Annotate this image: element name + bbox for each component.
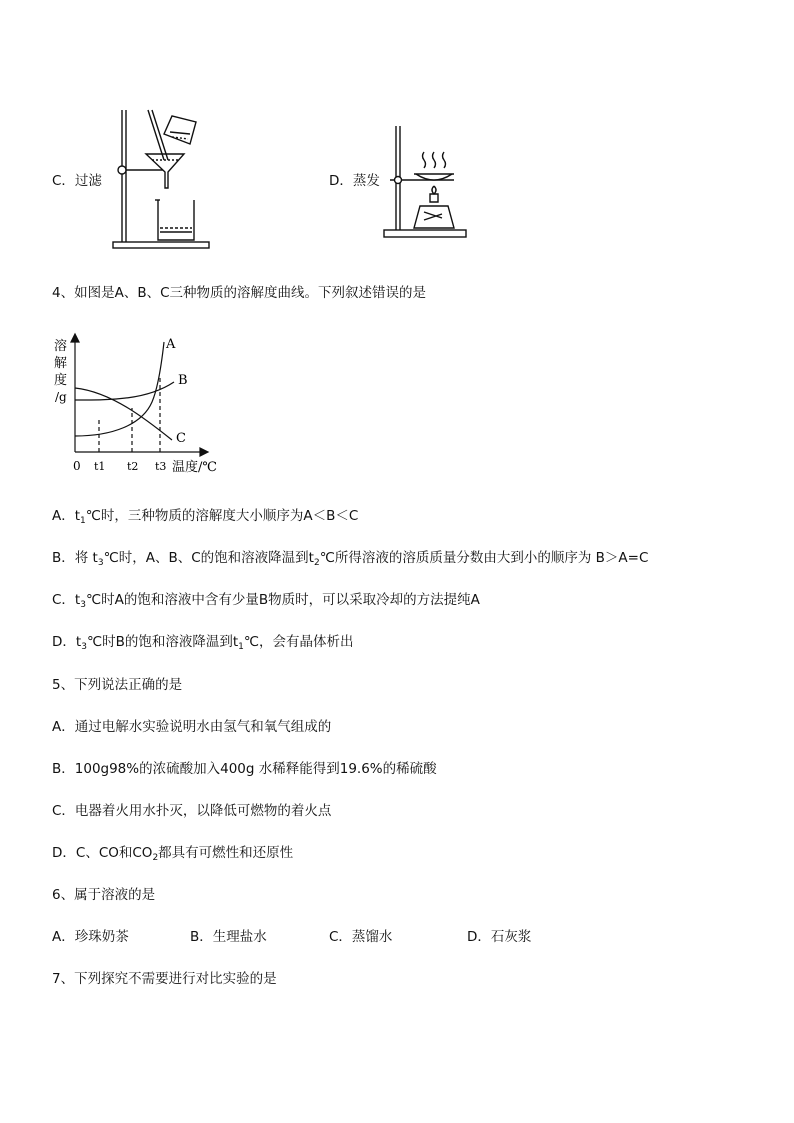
- curve-label-a: A: [166, 337, 176, 352]
- option-c-filtration: C．过滤: [52, 173, 102, 189]
- tick-t3: t3: [155, 460, 167, 473]
- question-5-option-c: C．电器着火用水扑灭，以降低可燃物的着火点: [52, 803, 332, 819]
- question-4-option-a: A．$t_1℃$时，三种物质的溶解度大小顺序为A＜B＜C: [52, 508, 359, 526]
- question-4-option-c: C．$t_3℃$时A的饱和溶液中含有少量B物质时，可以采取冷却的方法提纯A: [52, 592, 480, 610]
- evaporation-apparatus-figure: [380, 122, 470, 242]
- origin-label: 0: [73, 459, 81, 473]
- curve-label-c: C: [176, 431, 186, 446]
- tick-t2: t2: [127, 460, 139, 473]
- question-5-option-a: A．通过电解水实验说明水由氢气和氧气组成的: [52, 719, 332, 735]
- curve-a: [75, 342, 164, 436]
- question-6-option-b: B．生理盐水: [190, 929, 267, 945]
- question-5-option-b: B．100g98%的浓硫酸加入400g 水稀释能得到19.6%的稀硫酸: [52, 761, 437, 777]
- question-6-option-d: D．石灰浆: [467, 929, 532, 945]
- y-axis-label-1: 溶: [54, 339, 68, 354]
- filtration-apparatus-figure: [108, 104, 214, 252]
- option-d-evaporation: D．蒸发: [329, 173, 380, 189]
- question-5-option-d: D．C、CO和$CO_2$都具有可燃性和还原性: [52, 845, 294, 863]
- question-4-stem: 4、如图是A、B、C三种物质的溶解度曲线。下列叙述错误的是: [52, 285, 427, 301]
- y-axis-label-2: 解: [54, 356, 68, 371]
- question-6-option-a: A．珍珠奶茶: [52, 929, 129, 945]
- solubility-curve-chart: [52, 330, 232, 478]
- question-6-option-c: C．蒸馏水: [329, 929, 393, 945]
- curve-c: [75, 388, 172, 440]
- y-axis-label-3: 度: [54, 373, 68, 388]
- x-axis-label: 温度/℃: [172, 460, 217, 475]
- question-7-stem: 7、下列探究不需要进行对比实验的是: [52, 971, 277, 987]
- question-4-option-b: B．将 $t_3℃$时，A、B、C的饱和溶液降温到$t_2℃$所得溶液的溶质质量分数由大到小的顺序为 B＞A=C: [52, 550, 649, 568]
- tick-t1: t1: [94, 460, 106, 473]
- curve-label-b: B: [178, 373, 188, 388]
- question-4-option-d: D．$t_3℃$时B的饱和溶液降温到$t_1℃$，会有晶体析出: [52, 634, 354, 652]
- question-5-stem: 5、下列说法正确的是: [52, 677, 183, 693]
- question-6-stem: 6、属于溶液的是: [52, 887, 156, 903]
- y-axis-label-4: /g: [55, 390, 67, 404]
